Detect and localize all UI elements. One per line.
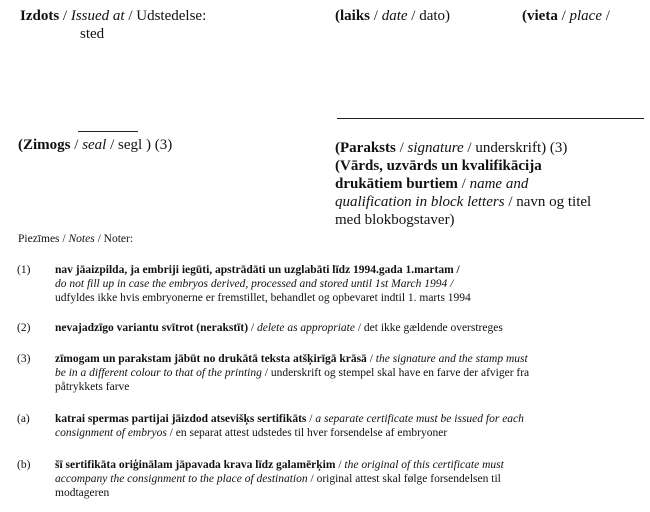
seal-ref: (3) bbox=[154, 137, 173, 153]
signature-lv: Paraksts bbox=[340, 140, 396, 156]
seal-da: segl bbox=[118, 137, 143, 153]
note-3-line1: zīmogam un parakstam jābūt no drukātā teksta atšķirīgā krāsā / the signature and the stamp must bbox=[55, 353, 528, 365]
date-label: (laiks / date / dato) bbox=[335, 8, 451, 24]
note-1-en: do not fill up in case the embryos derived, processed and stored until 1st March 1994 / bbox=[55, 278, 454, 290]
issued-at-en: Issued at bbox=[70, 8, 125, 24]
signature-line bbox=[337, 118, 644, 119]
seal-label: (Zimogs / seal / segl ) (3) bbox=[18, 137, 173, 153]
note-b-line1: šī sertifikāta oriģinālam jāpavada krava līdz galamērķim / the original of this certificate must bbox=[55, 459, 504, 471]
issued-at-label: Izdots / Issued at / Udstedelse: bbox=[20, 8, 207, 24]
signature-name-line2: drukātiem burtiem / name and bbox=[335, 176, 529, 192]
seal-line bbox=[78, 131, 138, 132]
issued-at-da: Udstedelse: bbox=[136, 8, 207, 24]
note-a-line2: consignment of embryos / en separat attest udstedes til hver forsendelse af embryoner bbox=[55, 427, 448, 439]
date-da: dato bbox=[419, 8, 446, 24]
note-3-line2: be in a different colour to that of the printing / underskrift og stempel skal have en farve der afviger fra bbox=[55, 367, 530, 379]
note-1-lv: nav jāaizpilda, ja embriji iegūti, apstrādāti un uzglabāti līdz 1994.gada 1.martam / bbox=[55, 264, 460, 276]
note-2-number: (2) bbox=[17, 322, 31, 334]
note-b-number: (b) bbox=[17, 459, 31, 471]
signature-en: signature bbox=[407, 140, 464, 156]
note-1-number: (1) bbox=[17, 264, 31, 276]
signature-ref: (3) bbox=[549, 140, 568, 156]
date-lv: laiks bbox=[340, 8, 371, 24]
seal-en: seal bbox=[82, 137, 107, 153]
note-2-text: nevajadzīgo variantu svītrot (nerakstīt) / delete as appropriate / det ikke gældende overstreges bbox=[55, 322, 503, 334]
place-label: (vieta / place / bbox=[522, 8, 610, 24]
signature-label: (Paraksts / signature / underskrift) (3) bbox=[335, 140, 568, 156]
signature-name-line1: (Vārds, uzvārds un kvalifikācija bbox=[335, 158, 542, 174]
note-b-line3: modtageren bbox=[55, 487, 110, 499]
issued-at-lv: Izdots bbox=[20, 8, 60, 24]
issued-at-da-cont: sted bbox=[80, 26, 105, 42]
note-a-number: (a) bbox=[17, 413, 30, 425]
note-3-number: (3) bbox=[17, 353, 31, 365]
note-b-line2: accompany the consignment to the place of destination / original attest skal følge forsendelsen til bbox=[55, 473, 501, 485]
note-3-line3: påtrykkets farve bbox=[55, 381, 130, 393]
notes-heading: Piezīmes / Notes / Noter: bbox=[18, 233, 134, 245]
signature-name-line3: qualification in block letters / navn og titel bbox=[335, 194, 592, 210]
signature-da: underskrift bbox=[475, 140, 542, 156]
seal-lv: Zimogs bbox=[23, 137, 71, 153]
place-en: place bbox=[569, 8, 602, 24]
place-lv: vieta bbox=[527, 8, 558, 24]
date-en: date bbox=[381, 8, 408, 24]
note-1-da: udfyldes ikke hvis embryonerne er fremstillet, behandlet og opbevaret indtil 1. marts 1994 bbox=[55, 292, 471, 304]
note-a-line1: katrai spermas partijai jāizdod atsevišķs sertifikāts / a separate certificate must be issued for each bbox=[55, 413, 524, 425]
signature-name-line4: med blokbogstaver) bbox=[335, 212, 455, 228]
